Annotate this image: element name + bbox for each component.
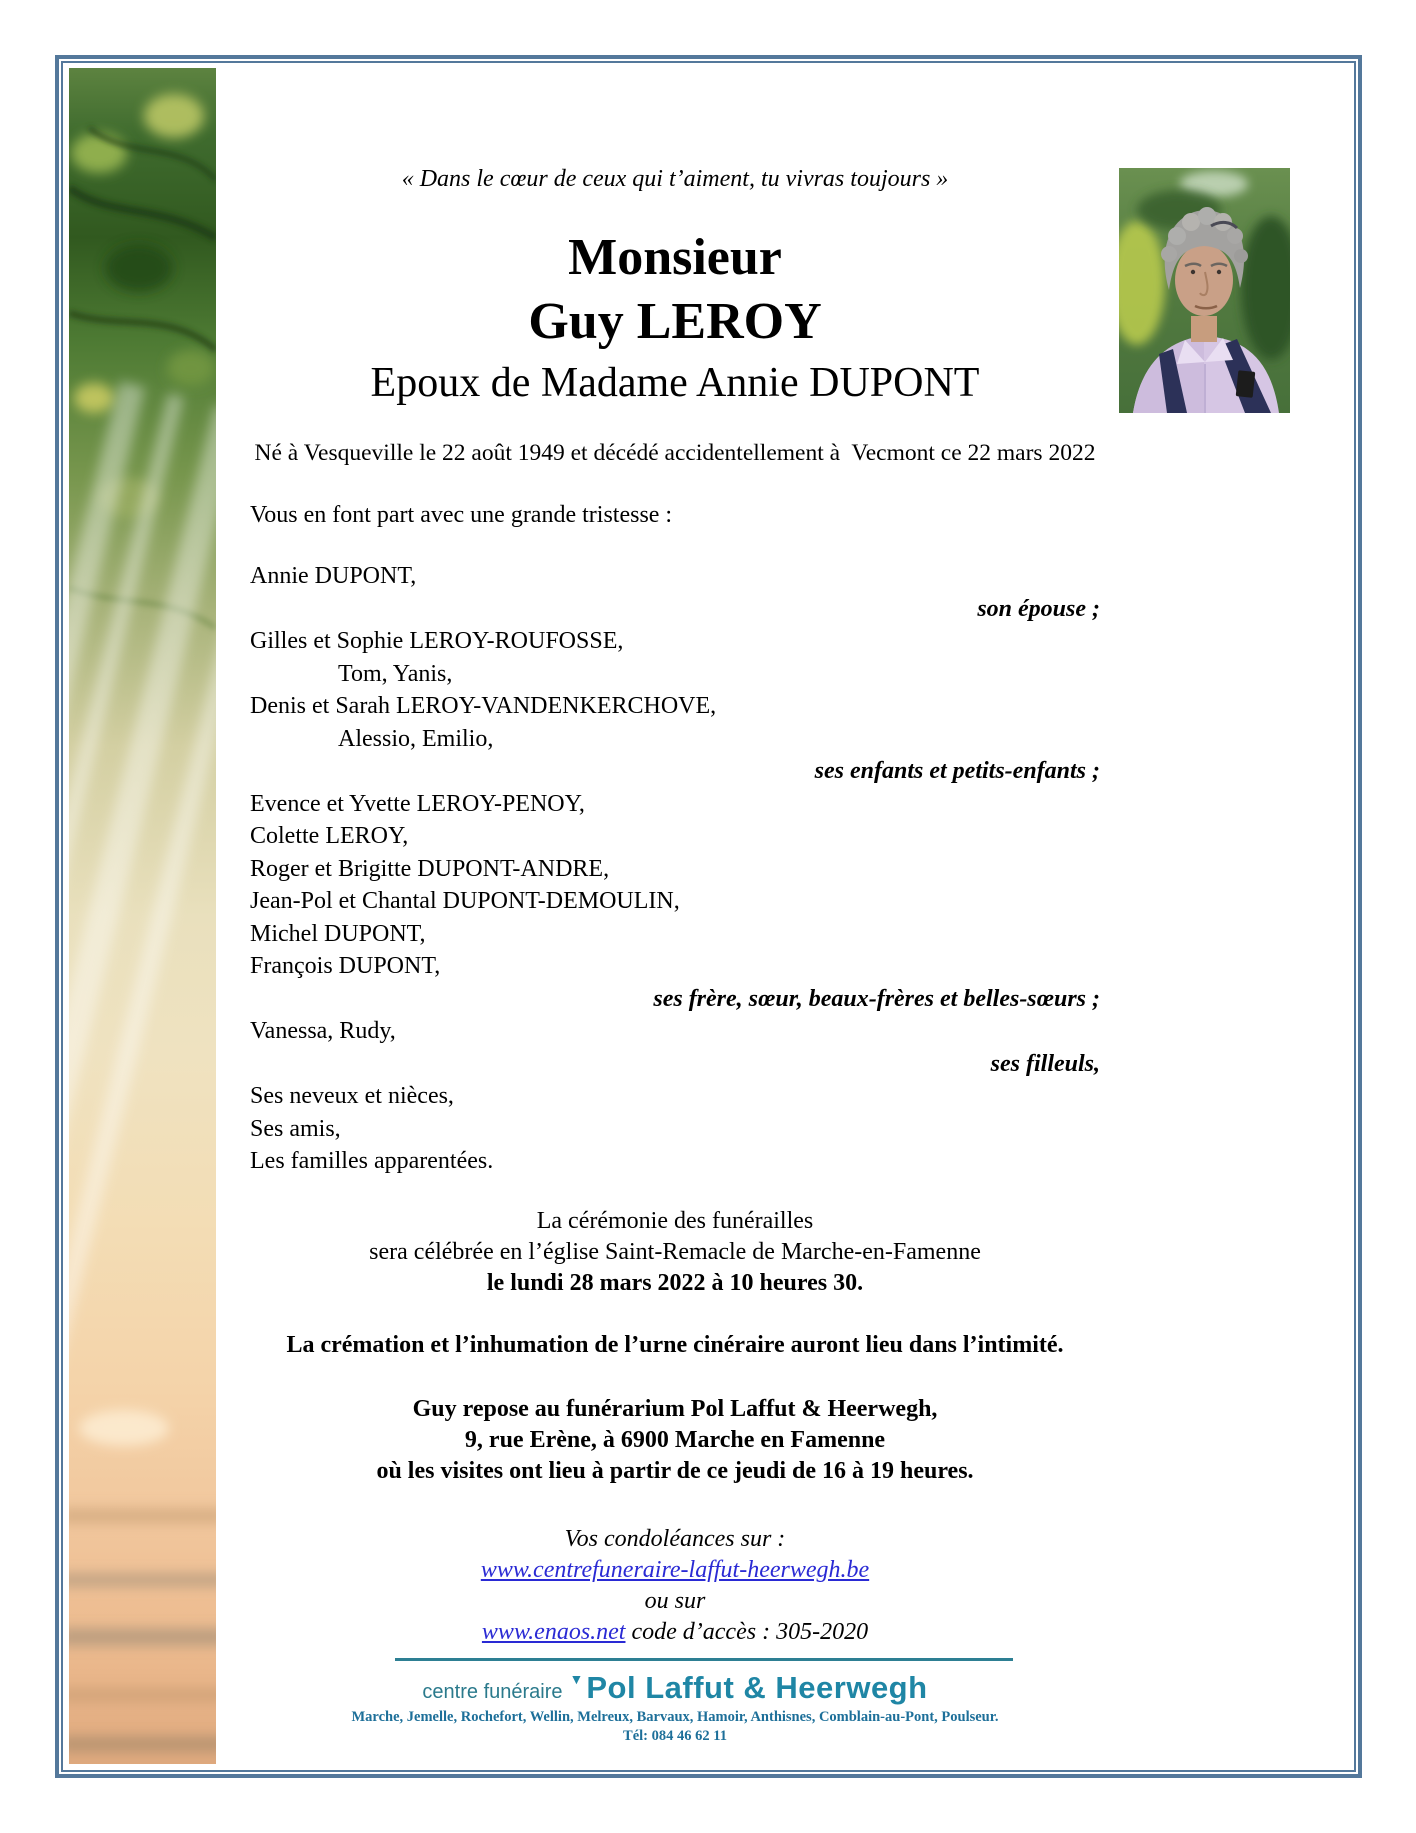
text-line: Annie DUPONT,	[250, 563, 417, 589]
ceremony-block	[250, 1206, 1100, 1299]
text-line: Colette LEROY,	[250, 823, 409, 849]
funeral-home-locations: Marche, Jemelle, Rochefort, Wellin, Melreux, Barvaux, Hamoir, Anthisnes, Comblain-au-Pont, Poulseur.	[351, 1709, 999, 1725]
text-line: où les visites ont lieu à partir de ce jeudi de 16 à 19 heures.	[376, 1458, 974, 1484]
condolences-link-funeral-home[interactable]: www.centrefuneraire-laffut-heerwegh.be	[480, 1557, 870, 1583]
memorial-quote: « Dans le cœur de ceux qui t’aiment, tu vivras toujours »	[401, 166, 949, 192]
condolences-connector: ou sur	[644, 1588, 706, 1614]
funeral-home-phone: Tél: 084 46 62 11	[623, 1728, 727, 1744]
condolences-link-enaos[interactable]: www.enaos.net	[481, 1619, 626, 1645]
title-block	[250, 226, 1100, 412]
mourners-list	[250, 560, 1100, 1178]
condolences-intro: Vos condoléances sur :	[564, 1526, 786, 1552]
cremation-line: La crémation et l’inhumation de l’urne cinéraire auront lieu dans l’intimité.	[286, 1332, 1064, 1358]
text-line: Denis et Sarah LEROY-VANDENKERCHOVE,	[250, 693, 717, 719]
text-line: Alessio, Emilio,	[338, 725, 494, 752]
forest-path-illustration	[69, 68, 216, 1764]
text-line: Ses amis,	[250, 1115, 341, 1142]
text-line: Tom, Yanis,	[338, 660, 453, 687]
text-line: Les familles apparentées.	[250, 1148, 494, 1174]
text-line: Gilles et Sophie LEROY-ROUFOSSE,	[250, 628, 624, 654]
deceased-name: Guy LEROY	[528, 293, 822, 350]
text-line: Evence et Yvette LEROY-PENOY,	[250, 790, 585, 817]
relation-line: ses enfants et petits-enfants ;	[814, 758, 1100, 784]
announcement-intro: Vous en font part avec une grande tristesse :	[250, 502, 673, 528]
relation-line: ses filleuls,	[990, 1050, 1100, 1077]
text-line: le lundi 28 mars 2022 à 10 heures 30.	[486, 1270, 864, 1296]
text-line: Vanessa, Rudy,	[250, 1018, 396, 1044]
text-line: sera célébrée en l’église Saint-Remacle de Marche-en-Famenne	[369, 1239, 981, 1265]
portrait-photo	[1119, 168, 1290, 413]
title-prefix: Monsieur	[568, 229, 782, 286]
brand-name: Pol Laffut & Heerwegh	[586, 1670, 928, 1705]
text-line: Michel DUPONT,	[250, 920, 426, 947]
forest-path-image	[69, 68, 216, 1764]
text-line: 9, rue Erène, à 6900 Marche en Famenne	[464, 1427, 886, 1453]
down-triangle-icon: ▼	[569, 1671, 584, 1687]
text-line: La cérémonie des funérailles	[536, 1208, 814, 1234]
repose-block	[250, 1394, 1100, 1487]
portrait-photo-illustration	[1119, 168, 1290, 413]
text-line: Roger et Brigitte DUPONT-ANDRE,	[250, 855, 610, 882]
access-code: code d’accès : 305-2020	[631, 1619, 869, 1645]
spouse-line: Epoux de Madame Annie DUPONT	[370, 360, 980, 406]
relation-line: son épouse ;	[977, 595, 1100, 622]
relation-line: ses frère, sœur, beaux-frères et belles-sœurs ;	[653, 985, 1100, 1012]
brand-prefix: centre funéraire	[422, 1681, 563, 1703]
text-line: François DUPONT,	[250, 953, 441, 979]
birth-death-line: Né à Vesqueville le 22 août 1949 et décédé accidentellement à Vecmont ce 22 mars 2022	[254, 440, 1096, 466]
condolences-block	[250, 1524, 1100, 1648]
funeral-home-footer	[250, 1670, 1100, 1745]
text-line: Guy repose au funérarium Pol Laffut & Heerwegh,	[412, 1396, 938, 1422]
text-line: Jean-Pol et Chantal DUPONT-DEMOULIN,	[250, 888, 680, 914]
footer-divider-rule	[395, 1658, 1013, 1661]
funeral-home-brand	[250, 1670, 1100, 1706]
text-line: Ses neveux et nièces,	[250, 1083, 454, 1109]
